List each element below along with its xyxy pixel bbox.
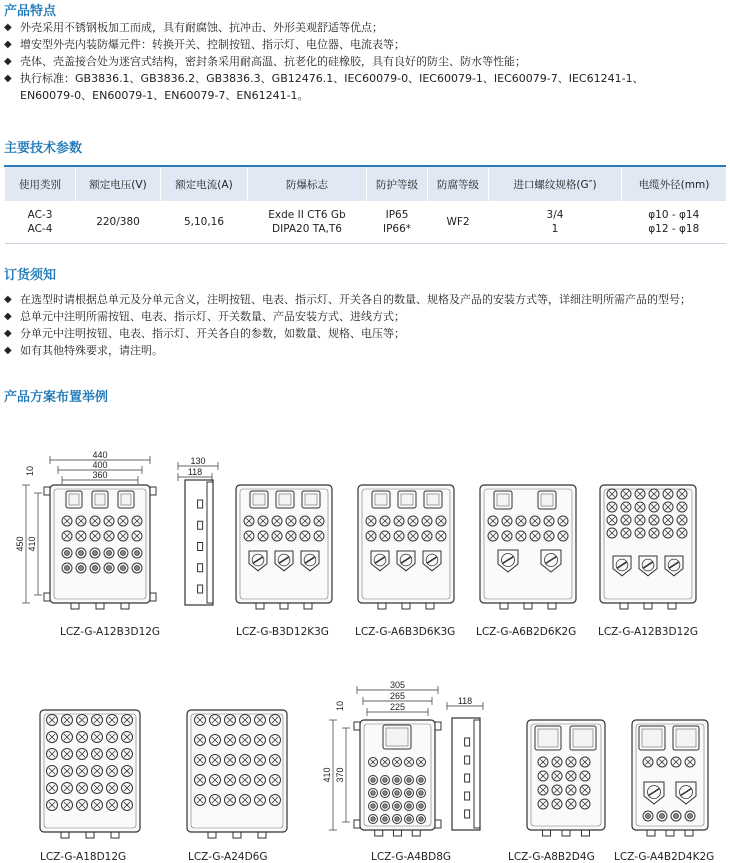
feature-text: 外壳采用不锈钢板加工而成，具有耐腐蚀、抗冲击、外形美观舒适等优点； — [20, 21, 383, 34]
meter-glass — [253, 494, 265, 505]
button-core — [383, 791, 388, 796]
feature-text: 增安型外壳内装防爆元件：转换开关、控制按钮、指示灯、电位器、电流表等； — [20, 38, 405, 51]
meter-glass — [538, 729, 558, 747]
dimension-label: 10 — [25, 465, 35, 477]
enclosure-outline — [187, 710, 287, 832]
button-core — [371, 791, 376, 796]
col-header: 额定电压(V) — [76, 166, 161, 201]
button-core — [79, 551, 84, 556]
button-core — [395, 804, 400, 809]
cable-gland-icon — [280, 603, 288, 609]
cable-gland-icon — [582, 830, 590, 836]
cable-gland-icon — [111, 832, 119, 838]
meter-glass — [305, 494, 317, 505]
cable-gland-icon — [668, 603, 676, 609]
dimension-label: 450 — [15, 536, 25, 552]
side-view-knob — [465, 792, 470, 800]
dimension-label: 370 — [335, 767, 345, 783]
meter-glass — [95, 494, 105, 505]
dimension-label: 225 — [389, 702, 406, 712]
ordering-text: 总单元中注明所需按钮、电表、指示灯、开关数量、产品安装方式、进线方式； — [20, 310, 405, 323]
cell-anticorrosion: WF2 — [428, 201, 489, 244]
caption: LCZ-G-A6B3D6K3G — [355, 626, 456, 638]
dimension-label: 360 — [92, 470, 108, 480]
dimension-label: 410 — [27, 536, 37, 552]
meter-glass — [676, 729, 696, 747]
feature-text-cont: EN60079-0、EN60079-1、EN60079-7、EN61241-1。 — [20, 89, 309, 102]
mount-lug — [435, 820, 441, 828]
cable-gland-icon — [71, 603, 79, 609]
side-view-knob — [198, 585, 203, 593]
side-view-knob — [198, 521, 203, 529]
col-header: 使用类别 — [5, 166, 76, 201]
button-core — [395, 778, 400, 783]
meter-glass — [375, 494, 387, 505]
button-core — [65, 566, 70, 571]
meter-glass — [386, 728, 408, 746]
caption: LCZ-G-B3D12K3G — [236, 626, 329, 638]
side-view-knob — [198, 564, 203, 572]
col-header: 进口螺纹规格(G″) — [489, 166, 622, 201]
dimension-label: 410 — [322, 767, 332, 783]
cable-gland-icon — [500, 603, 508, 609]
cable-gland-icon — [394, 830, 402, 836]
button-core — [660, 814, 665, 819]
button-core — [407, 804, 412, 809]
side-view-knob — [198, 543, 203, 551]
button-core — [419, 804, 424, 809]
cell-current: 5,10,16 — [161, 201, 248, 244]
cell-thread: 3/4 1 — [489, 201, 622, 244]
ordering-text: 在选型时请根据总单元及分单元含义，注明按钮、电表、指示灯、开关各自的数量、规格及产品的安装方式等，详细注明所需产品的型号； — [20, 293, 691, 306]
button-core — [121, 566, 126, 571]
button-core — [407, 817, 412, 822]
meter-glass — [427, 494, 439, 505]
button-core — [395, 791, 400, 796]
ordering-text: 分单元中注明按钮、电表、指示灯、开关各自的参数，如数量、规格、电压等； — [20, 327, 405, 340]
meter-glass — [497, 494, 509, 506]
mount-lug — [150, 487, 156, 495]
features-title: 产品特点 — [4, 4, 57, 19]
button-core — [65, 551, 70, 556]
side-view-cover — [207, 482, 213, 603]
mount-lug — [150, 593, 156, 601]
button-core — [93, 566, 98, 571]
ordering-title: 订货须知 — [4, 268, 57, 283]
meter-glass — [69, 494, 79, 505]
cable-gland-icon — [412, 830, 420, 836]
button-core — [419, 791, 424, 796]
cable-gland-icon — [620, 603, 628, 609]
cable-gland-icon — [543, 830, 551, 836]
caption: LCZ-G-A6B2D6K2G — [476, 626, 577, 638]
caption: LCZ-G-A24D6G — [188, 851, 268, 863]
button-core — [407, 791, 412, 796]
cable-gland-icon — [426, 603, 434, 609]
meter-glass — [541, 494, 553, 506]
button-core — [419, 817, 424, 822]
cable-gland-icon — [402, 603, 410, 609]
button-core — [383, 778, 388, 783]
cable-gland-icon — [258, 832, 266, 838]
enclosure-outline — [40, 710, 140, 832]
col-header: 额定电流(A) — [161, 166, 248, 201]
dimension-label: 118 — [457, 696, 473, 706]
meter-glass — [121, 494, 131, 505]
mount-lug — [354, 820, 360, 828]
dimension-label: 118 — [187, 467, 203, 477]
cable-gland-icon — [647, 830, 655, 836]
dimension-label: 10 — [335, 700, 345, 712]
meter-glass — [642, 729, 662, 747]
cell-protection: IP65 IP66* — [367, 201, 428, 244]
button-core — [107, 551, 112, 556]
dimension-label: 305 — [389, 680, 406, 690]
cell-cable: φ10 - φ14 φ12 - φ18 — [622, 201, 727, 244]
cable-gland-icon — [208, 832, 216, 838]
col-header: 防爆标志 — [248, 166, 367, 201]
side-view-knob — [465, 810, 470, 818]
cable-gland-icon — [121, 603, 129, 609]
cable-gland-icon — [61, 832, 69, 838]
meter-glass — [401, 494, 413, 505]
meter-glass — [573, 729, 593, 747]
cable-gland-icon — [96, 603, 104, 609]
params-title: 主要技术参数 — [4, 141, 83, 156]
side-view-knob — [465, 756, 470, 764]
cell-ex-mark: Exde II CT6 Gb DIPA20 TA,T6 — [248, 201, 367, 244]
button-core — [371, 817, 376, 822]
cable-gland-icon — [86, 832, 94, 838]
cable-gland-icon — [378, 603, 386, 609]
dimension-label: 440 — [92, 450, 108, 460]
button-core — [383, 817, 388, 822]
button-core — [407, 778, 412, 783]
button-core — [371, 778, 376, 783]
cable-gland-icon — [256, 603, 264, 609]
cable-gland-icon — [685, 830, 693, 836]
mount-lug — [44, 487, 50, 495]
layout-title: 产品方案布置举例 — [4, 390, 109, 405]
side-view-knob — [465, 738, 470, 746]
button-core — [135, 551, 140, 556]
col-header: 防腐等级 — [428, 166, 489, 201]
cell-voltage: 220/380 — [76, 201, 161, 244]
cable-gland-icon — [233, 832, 241, 838]
button-core — [419, 778, 424, 783]
side-view-knob — [465, 774, 470, 782]
caption: LCZ-G-A4BD8G — [371, 851, 452, 863]
button-core — [371, 804, 376, 809]
mount-lug — [435, 722, 441, 730]
mount-lug — [354, 722, 360, 730]
button-core — [383, 804, 388, 809]
meter-glass — [279, 494, 291, 505]
button-core — [93, 551, 98, 556]
dimension-label: 400 — [92, 460, 108, 470]
cable-gland-icon — [524, 603, 532, 609]
cable-gland-icon — [375, 830, 383, 836]
caption: LCZ-G-A12B3D12G — [60, 626, 161, 638]
cable-gland-icon — [666, 830, 674, 836]
button-core — [395, 817, 400, 822]
caption: LCZ-G-A18D12G — [40, 851, 127, 863]
cable-gland-icon — [562, 830, 570, 836]
button-core — [121, 551, 126, 556]
side-view-knob — [198, 500, 203, 508]
button-core — [688, 814, 693, 819]
mount-lug — [44, 593, 50, 601]
side-view-cover — [474, 720, 480, 828]
col-header: 电缆外径(mm) — [622, 166, 727, 201]
feature-text: 执行标准：GB3836.1、GB3836.2、GB3836.3、GB12476.1、IEC60079-0、IEC60079-1、IEC60079-7、IEC61241-1、 — [20, 72, 644, 85]
dimension-label: 130 — [190, 456, 206, 466]
button-core — [107, 566, 112, 571]
feature-text: 壳体、壳盖接合处为迷宫式结构，密封条采用耐高温、抗老化的硅橡胶，具有良好的防尘、防水等性能； — [20, 55, 526, 68]
cable-gland-icon — [644, 603, 652, 609]
cable-gland-icon — [304, 603, 312, 609]
caption: LCZ-G-A4B2D4K2G — [614, 851, 715, 863]
cell-category: AC-3 AC-4 — [5, 201, 76, 244]
cable-gland-icon — [548, 603, 556, 609]
caption: LCZ-G-A12B3D12G — [598, 626, 699, 638]
ordering-text: 如有其他特殊要求，请注明。 — [20, 344, 163, 357]
dimension-label: 265 — [389, 691, 406, 701]
button-core — [135, 566, 140, 571]
button-core — [646, 814, 651, 819]
button-core — [79, 566, 84, 571]
button-core — [674, 814, 679, 819]
caption: LCZ-G-A8B2D4G — [508, 851, 595, 863]
col-header: 防护等级 — [367, 166, 428, 201]
